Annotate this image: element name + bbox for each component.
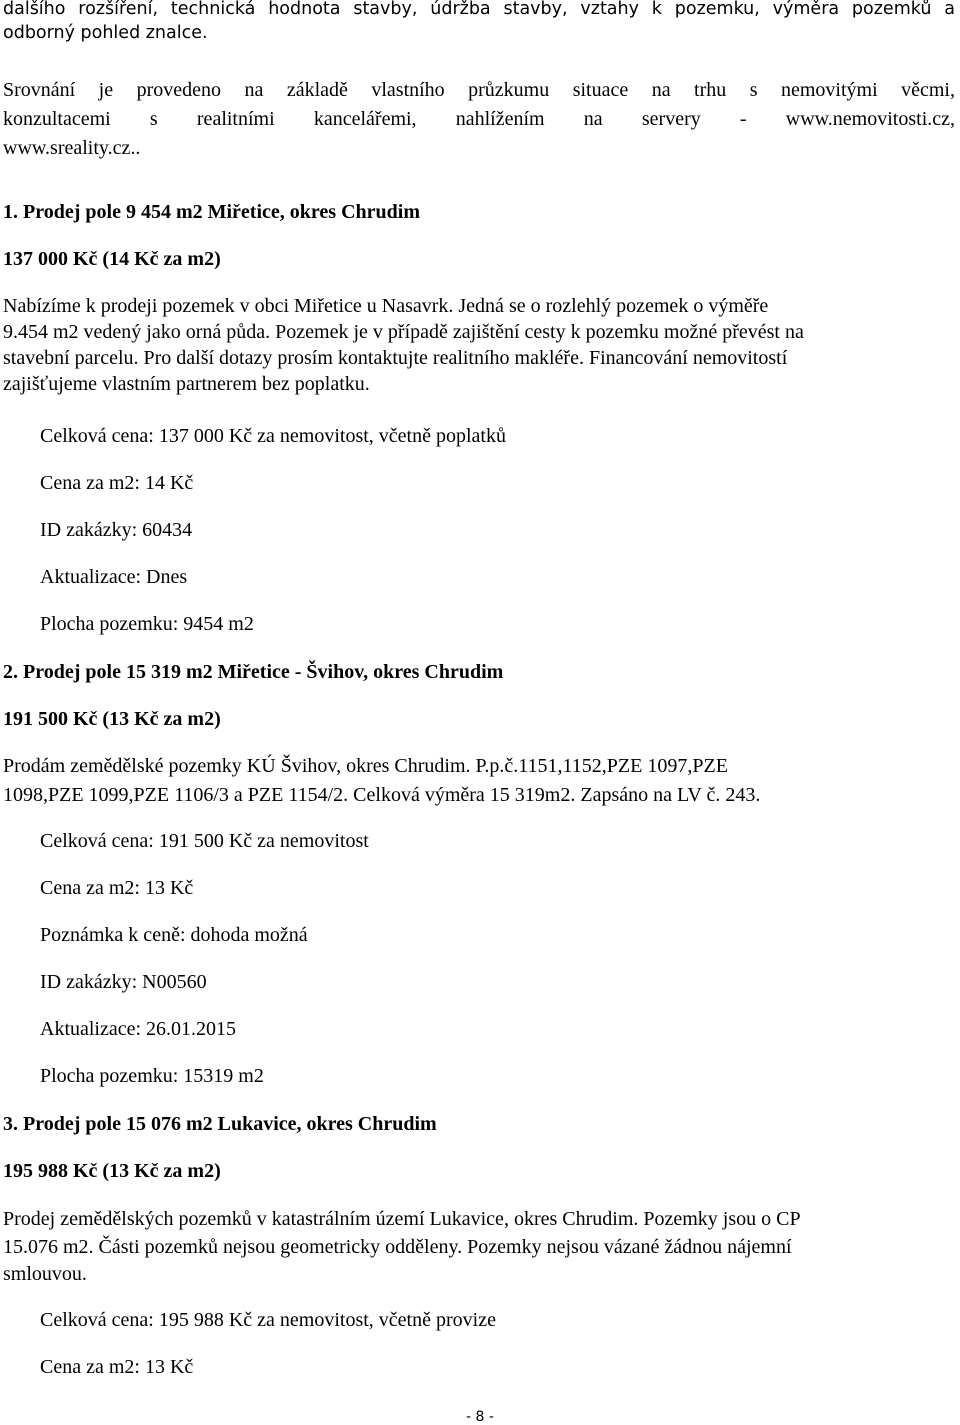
listing-1-price: 137 000 Kč (14 Kč za m2) bbox=[3, 248, 221, 270]
listing-2-updated: Aktualizace: 26.01.2015 bbox=[40, 1018, 237, 1040]
intro-line-4: konzultacemi s realitními kancelářemi, nahlížením na servery - www.nemovitosti.cz, bbox=[3, 108, 955, 130]
listing-3-desc-1: Prodej zemědělských pozemků v katastrálním území Lukavice, okres Chrudim. Pozemky jsou o CP bbox=[3, 1208, 801, 1230]
listing-3-price: 195 988 Kč (13 Kč za m2) bbox=[3, 1160, 221, 1182]
listing-2-title: 2. Prodej pole 15 319 m2 Miřetice - Švihov, okres Chrudim bbox=[3, 661, 504, 683]
listing-2-price-note: Poznámka k ceně: dohoda možná bbox=[40, 924, 308, 946]
listing-1-price-per-m2: Cena za m2: 14 Kč bbox=[40, 472, 194, 494]
listing-1-total-price: Celková cena: 137 000 Kč za nemovitost, včetně poplatků bbox=[40, 425, 506, 447]
listing-2-desc-2: 1098,PZE 1099,PZE 1106/3 a PZE 1154/2. Celková výměra 15 319m2. Zapsáno na LV č. 243. bbox=[3, 784, 761, 806]
listing-2-area: Plocha pozemku: 15319 m2 bbox=[40, 1065, 264, 1087]
listing-2-desc-1: Prodám zemědělské pozemky KÚ Švihov, okres Chrudim. P.p.č.1151,1152,PZE 1097,PZE bbox=[3, 755, 728, 777]
listing-1-desc-2: 9.454 m2 vedený jako orná půda. Pozemek je v případě zajištění cesty k pozemku možné převést na bbox=[3, 321, 804, 343]
listing-2-order-id: ID zakázky: N00560 bbox=[40, 971, 207, 993]
page-number: - 8 - bbox=[466, 1409, 494, 1425]
intro-line-2: odborný pohled znalce. bbox=[3, 23, 208, 43]
listing-3-price-per-m2: Cena za m2: 13 Kč bbox=[40, 1356, 194, 1378]
listing-2-price: 191 500 Kč (13 Kč za m2) bbox=[3, 708, 221, 730]
listing-2-price-per-m2: Cena za m2: 13 Kč bbox=[40, 877, 194, 899]
listing-3-desc-3: smlouvou. bbox=[3, 1263, 87, 1285]
listing-1-area: Plocha pozemku: 9454 m2 bbox=[40, 613, 254, 635]
listing-3-title: 3. Prodej pole 15 076 m2 Lukavice, okres Chrudim bbox=[3, 1113, 437, 1135]
listing-1-title: 1. Prodej pole 9 454 m2 Miřetice, okres Chrudim bbox=[3, 201, 420, 223]
intro-line-1: dalšího rozšíření, technická hodnota stavby, údržba stavby, vztahy k pozemku, výměra pozemků a bbox=[3, 0, 955, 19]
listing-1-desc-4: zajišťujeme vlastním partnerem bez poplatku. bbox=[3, 373, 370, 395]
intro-line-3: Srovnání je provedeno na základě vlastního průzkumu situace na trhu s nemovitými věcmi, bbox=[3, 79, 955, 101]
listing-3-desc-2: 15.076 m2. Části pozemků nejsou geometricky odděleny. Pozemky nejsou vázané žádnou nájemní bbox=[3, 1236, 792, 1258]
intro-line-5: www.sreality.cz.. bbox=[3, 137, 141, 159]
listing-2-total-price: Celková cena: 191 500 Kč za nemovitost bbox=[40, 830, 369, 852]
listing-1-desc-3: stavební parcelu. Pro další dotazy prosím kontaktujte realitního makléře. Financování nemovitostí bbox=[3, 347, 788, 369]
listing-1-desc-1: Nabízíme k prodeji pozemek v obci Miřetice u Nasavrk. Jedná se o rozlehlý pozemek o výměře bbox=[3, 295, 769, 317]
listing-1-order-id: ID zakázky: 60434 bbox=[40, 519, 193, 541]
listing-1-updated: Aktualizace: Dnes bbox=[40, 566, 188, 588]
listing-3-total-price: Celková cena: 195 988 Kč za nemovitost, včetně provize bbox=[40, 1309, 496, 1331]
